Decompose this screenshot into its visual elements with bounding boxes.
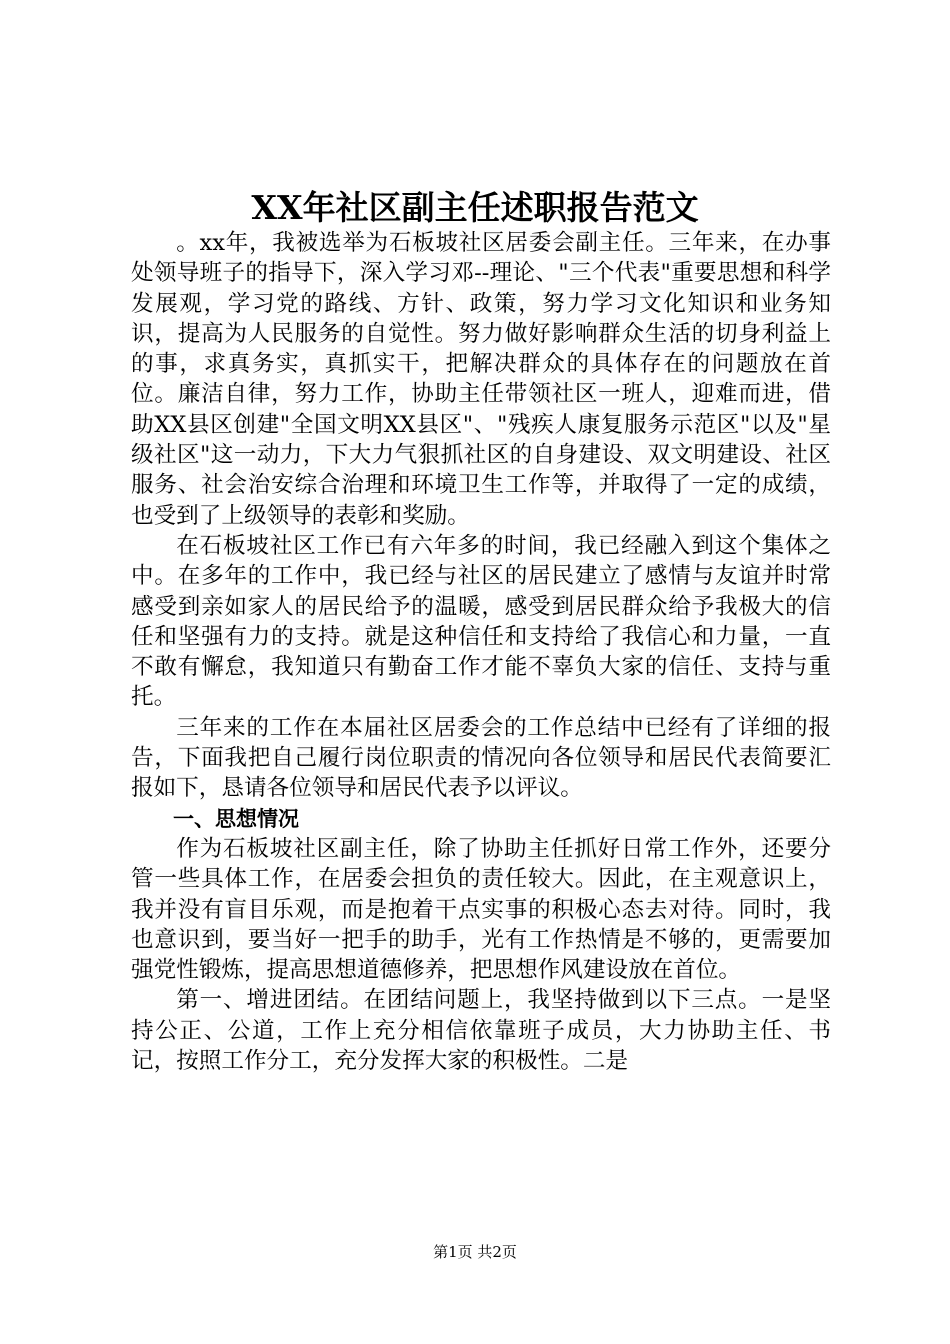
paragraph: 作为石板坡社区副主任，除了协助主任抓好日常工作外，还要分管一些具体工作，在居委会担负的责任较大。因此，在主观意识上，我并没有盲目乐观，而是抱着干点实事的积极心态去对待。同时，我也意识到，要当好一把手的助手，光有工作热情是不够的，更需要加强党性锻炼，提高思想道德修养，把思想作风建设放在首位。 — [131, 835, 831, 984]
paragraph: 第一、增进团结。在团结问题上，我坚持做到以下三点。一是坚持公正、公道，工作上充分相信依靠班子成员，大力协助主任、书记，按照工作分工，充分发挥大家的积极性。二是 — [131, 987, 831, 1075]
paragraph: 在石板坡社区工作已有六年多的时间，我已经融入到这个集体之中。在多年的工作中，我已经与社区的居民建立了感情与友谊并时常感受到亲如家人的居民给予的温暖，感受到居民群众给予我极大的信任和坚强有力的支持。就是这种信任和支持给了我信心和力量，一直不敢有懈怠，我知道只有勤奋工作才能不辜负大家的信任、支持与重托。 — [131, 532, 831, 711]
page-number-footer: 第1页 共2页 — [433, 1243, 517, 1261]
paragraph: 。xx年，我被选举为石板坡社区居委会副主任。三年来，在办事处领导班子的指导下，深入学习邓--理论、"三个代表"重要思想和科学发展观，学习党的路线、方针、政策，努力学习文化知识和业务知识，提高为人民服务的自觉性。努力做好影响群众生活的切身利益上的事，求真务实，真抓实干，把解决群众的具体存在的问题放在首位。廉洁自律，努力工作，协助主任带领社区一班人，迎难而进，借助XX县区创建"全国文明XX县区"、"残疾人康复服务示范区"以及"星级社区"这一动力，下大力气狠抓社区的自身建设、双文明建设、社区服务、社会治安综合治理和环境卫生工作等，并取得了一定的成绩，也受到了上级领导的表彰和奖励。 — [131, 230, 831, 529]
document-body — [131, 228, 831, 1076]
section-heading: 一、思想情况 — [173, 806, 299, 831]
paragraph: 三年来的工作在本届社区居委会的工作总结中已经有了详细的报告，下面我把自己履行岗位职责的情况向各位领导和居民代表简要汇报如下，恳请各位领导和居民代表予以评议。 — [131, 714, 831, 802]
document-title: XX年社区副主任述职报告范文 — [251, 188, 699, 227]
